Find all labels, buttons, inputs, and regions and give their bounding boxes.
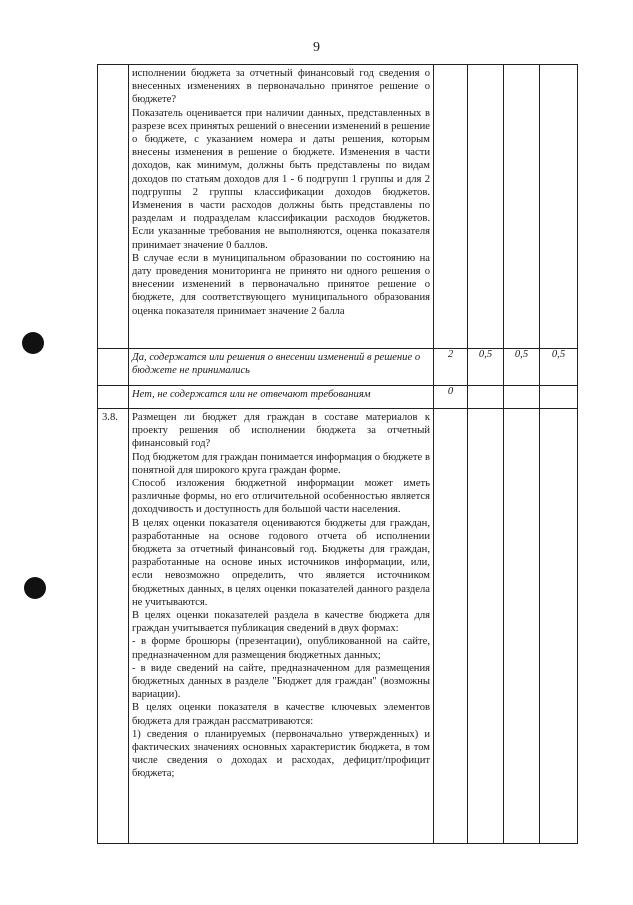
number-cell [98, 349, 129, 386]
description-paragraph: Под бюджетом для граждан понимается информация о бюджете в понятной для широкого круга граждан форме. [132, 451, 430, 476]
score-cell [468, 65, 504, 349]
description-cell [129, 65, 434, 349]
description-cell [129, 409, 434, 844]
answer-option: Да, содержатся или решения о внесении изменений в решение о бюджете не принимались [132, 352, 421, 377]
number-cell [98, 65, 129, 349]
score-cell [434, 409, 468, 844]
option-cell [129, 349, 434, 386]
table-row [98, 349, 578, 386]
table-row [98, 386, 578, 409]
description-paragraph: В целях оценки показателя в качестве ключевых элементов бюджета для граждан рассматриваются: [132, 702, 430, 727]
description-paragraph: - в виде сведений на сайте, предназначенном для размещения бюджетных данных в разделе "Бюджет для граждан" (возможны вариации). [132, 662, 430, 701]
punch-hole [24, 577, 46, 599]
item-number: 3.8. [102, 412, 118, 423]
description-paragraph: В целях оценки показателя оцениваются бюджеты для граждан, разработанные на основе годового отчета об исполнении бюджета за отчетный финансовый год. Бюджеты для граждан, разработанные на основе иных источников информации, или, если невозможно определить, что является источником бюджетных данных, в целях оценки показателей данного раздела не учитываются. [132, 517, 430, 608]
score-cell [434, 65, 468, 349]
score-value: 0,5 [504, 349, 540, 386]
punch-hole [22, 332, 44, 354]
score-value [468, 386, 504, 409]
number-cell [98, 409, 129, 844]
table-row [98, 409, 578, 844]
score-cell [540, 409, 578, 844]
description-paragraph: 1) сведения о планируемых (первоначально утвержденных) и фактических значениях основных характеристик бюджета, в том числе сведения о доходах и расходах, дефицит/профицит бюджета; [132, 728, 430, 780]
score-value [540, 386, 578, 409]
score-value: 2 [434, 349, 468, 386]
option-cell [129, 386, 434, 409]
page-number: 9 [313, 40, 320, 55]
score-cell [540, 65, 578, 349]
description-paragraph: Способ изложения бюджетной информации может иметь различные формы, но его отличительной особенностью является доходчивость и доступность для большой части населения. [132, 478, 430, 516]
description-paragraph: В случае если в муниципальном образовании по состоянию на дату проведения мониторинга не принято ни одного решения о внесении изменений в первоначально принятое решение о бюджете, для соответствующего муниципального образования оценка показателя принимает значение 2 балла [132, 252, 430, 317]
score-value: 0,5 [468, 349, 504, 386]
score-value: 0,5 [540, 349, 578, 386]
criteria-table [97, 64, 578, 844]
description-paragraph: Размещен ли бюджет для граждан в составе материалов к проекту решения об исполнении бюджета за отчетный финансовый год? [132, 412, 430, 450]
table-row [98, 65, 578, 349]
answer-option: Нет, не содержатся или не отвечают требованиям [132, 389, 371, 400]
number-cell [98, 386, 129, 409]
description-paragraph: Показатель оценивается при наличии данных, представленных в разрезе всех принятых решений о внесении изменений в решение о бюджете, с указанием номера и даты решения, которым внесены изменения в решение о бюджете. Изменения в части доходов, как минимум, должны быть представлены по видам доходов по статьям доходов для 1 - 6 подгрупп 1 группы и для 2 подгруппы 2 группы классификации доходов бюджетов. Изменения в части расходов должны быть представлены по разделам и подразделам классификации расходов бюджетов. Если указанные требования не выполняются, оценка показателя принимает значение 0 баллов. [132, 107, 430, 251]
score-value: 0 [434, 386, 468, 409]
description-paragraph: исполнении бюджета за отчетный финансовый год сведения о внесенных изменениях в первоначально принятое решение о бюджете? [132, 68, 430, 106]
description-paragraph: В целях оценки показателей раздела в качестве бюджета для граждан учитывается публикация сведений в двух формах: [132, 610, 430, 635]
score-value [504, 386, 540, 409]
description-paragraph: - в форме брошюры (презентации), опубликованной на сайте, предназначенном для размещения бюджетных данных; [132, 636, 430, 661]
score-cell [504, 65, 540, 349]
score-cell [504, 409, 540, 844]
score-cell [468, 409, 504, 844]
